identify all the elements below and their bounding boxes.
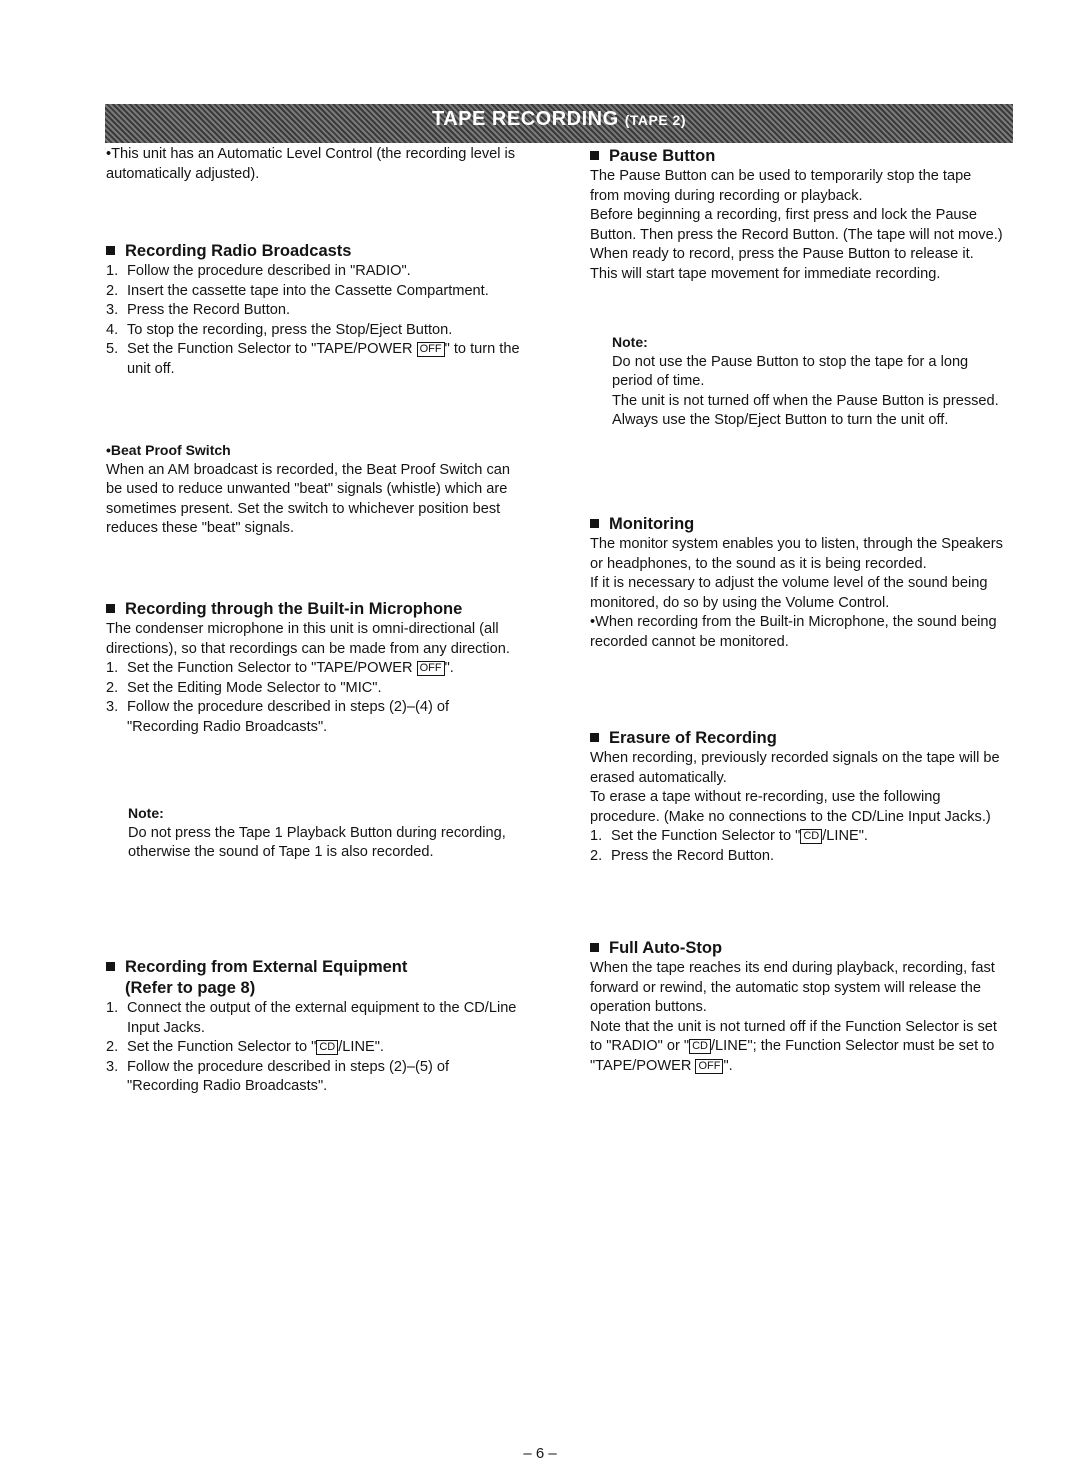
square-bullet-icon	[106, 604, 115, 613]
step-number: 1.	[590, 828, 603, 845]
square-bullet-icon	[590, 943, 599, 952]
pause-paragraph: Before beginning a recording, first press and lock the Pause Button. Then press the Record Button. (The tape will not move.)	[590, 207, 1003, 243]
off-marking: OFF	[417, 342, 445, 357]
section-erasure	[590, 728, 1004, 867]
monitoring-paragraph: The monitor system enables you to listen, through the Speakers or headphones, to the sound as it is being recorded.	[590, 536, 1003, 572]
heading-text: Recording from External Equipment	[125, 958, 408, 976]
section-auto-stop	[590, 938, 1004, 1077]
step-text: Follow the procedure described in steps (2)–(5) of "Recording Radio Broadcasts".	[127, 1058, 450, 1095]
step-text-part: /LINE".	[338, 1039, 384, 1056]
right-column	[590, 146, 1004, 1106]
step-text	[127, 340, 524, 379]
list-item	[106, 999, 524, 1038]
note-text: Do not press the Tape 1 Playback Button during recording, otherwise the sound of Tape 1 is also recorded.	[128, 824, 506, 861]
erasure-steps	[590, 827, 1004, 866]
step-text: Press the Record Button.	[611, 847, 775, 864]
heading-text: Pause Button	[609, 147, 716, 165]
heading-text: Erasure of Recording	[609, 729, 777, 747]
external-steps	[106, 999, 524, 1097]
step-text	[127, 659, 524, 679]
step-number: 3.	[106, 1058, 119, 1075]
note-label: Note:	[128, 805, 164, 821]
list-item	[590, 827, 1004, 847]
step-text	[127, 1038, 524, 1058]
step-text: Connect the output of the external equipment to the CD/Line Input Jacks.	[127, 1000, 517, 1036]
section-external	[106, 957, 524, 1097]
off-marking: OFF	[417, 661, 445, 676]
auto-stop-paragraph: When the tape reaches its end during playback, recording, fast forward or rewind, the automatic stop system will release the operation buttons.	[590, 960, 995, 1016]
step-text: Set the Editing Mode Selector to "MIC".	[127, 679, 382, 696]
step-text-part: Set the Function Selector to "TAPE/POWER	[127, 660, 417, 677]
section-radio	[106, 241, 524, 380]
list-item	[106, 262, 524, 282]
alc-intro: •This unit has an Automatic Level Control (the recording level is automatically adjusted).	[106, 146, 516, 182]
note-label: Note:	[612, 334, 648, 350]
heading-text: Recording through the Built-in Microphone	[125, 600, 463, 618]
list-item	[106, 340, 524, 379]
step-number: 1.	[106, 1000, 119, 1016]
erasure-paragraph: When recording, previously recorded signals on the tape will be erased automatically.	[590, 750, 1000, 786]
text-part: ".	[723, 1057, 733, 1074]
monitoring-bullet: •When recording from the Built-in Microphone, the sound being recorded cannot be monitored.	[590, 614, 997, 650]
step-number: 1.	[106, 660, 119, 677]
note-text: The unit is not turned off when the Pause Button is pressed. Always use the Stop/Eject Button to turn the unit off.	[612, 392, 999, 429]
note-text: Do not use the Pause Button to stop the tape for a long period of time.	[612, 353, 969, 390]
list-item	[106, 301, 524, 321]
section-heading	[590, 146, 1004, 167]
section-heading	[590, 728, 1004, 749]
square-bullet-icon	[590, 733, 599, 742]
beat-proof-heading: •Beat Proof Switch	[106, 442, 231, 458]
list-item	[106, 321, 524, 341]
heading-text: Full Auto-Stop	[609, 939, 723, 957]
step-text: Follow the procedure described in steps (2)–(4) of "Recording Radio Broadcasts".	[127, 699, 450, 735]
page-number: – 6 –	[523, 1445, 557, 1462]
section-heading	[590, 514, 1004, 535]
step-number: 2.	[106, 1039, 119, 1056]
mic-note	[128, 804, 524, 863]
auto-stop-paragraph	[590, 1018, 1004, 1077]
left-column	[106, 145, 524, 1105]
square-bullet-icon	[106, 246, 115, 255]
section-monitoring	[590, 514, 1004, 653]
radio-steps	[106, 262, 524, 380]
erasure-paragraph: To erase a tape without re-recording, use the following procedure. (Make no connections to the CD/Line Input Jacks.)	[590, 789, 991, 825]
square-bullet-icon	[106, 962, 115, 971]
mic-steps	[106, 659, 524, 737]
step-text-part: Set the Function Selector to "	[127, 1039, 317, 1056]
section-heading	[590, 938, 1004, 959]
step-number: 2.	[106, 679, 119, 696]
text-part: Note that the unit is not turned off if the Function Selector is set to "RADIO" or "	[590, 1018, 997, 1055]
cd-marking: CD	[689, 1039, 711, 1054]
step-text: Press the Record Button.	[127, 302, 291, 319]
step-number: 5.	[106, 341, 119, 358]
banner-title	[432, 110, 686, 131]
square-bullet-icon	[590, 519, 599, 528]
list-item	[106, 659, 524, 679]
cd-marking: CD	[316, 1040, 338, 1055]
list-item	[106, 1058, 524, 1097]
step-number: 4.	[106, 321, 119, 338]
list-item	[590, 847, 1004, 867]
step-text: To stop the recording, press the Stop/Eject Button.	[127, 321, 453, 338]
beat-proof-text: When an AM broadcast is recorded, the Beat Proof Switch can be used to reduce unwanted "beat" signals (whistle) which are sometimes present. Set the switch to whichever position best reduces these "beat" signals.	[106, 461, 510, 537]
step-number: 2.	[590, 847, 603, 864]
pause-paragraph: The Pause Button can be used to temporarily stop the tape from moving during recording or playback.	[590, 168, 972, 204]
step-text-part: ".	[444, 660, 454, 677]
step-number: 3.	[106, 302, 119, 319]
cd-marking: CD	[800, 829, 822, 844]
list-item	[106, 698, 524, 737]
text-part: /LINE"; the Function Selector must be set to "TAPE/POWER	[590, 1038, 995, 1074]
step-text-part: Set the Function Selector to "	[611, 828, 801, 845]
step-number: 3.	[106, 699, 119, 716]
section-heading	[106, 599, 524, 620]
heading-reference: (Refer to page 8)	[125, 979, 256, 997]
step-text: Follow the procedure described in "RADIO".	[127, 263, 411, 279]
section-banner	[105, 104, 1013, 143]
beat-proof-switch	[106, 441, 524, 539]
heading-text: Monitoring	[609, 515, 695, 533]
heading-text: Recording Radio Broadcasts	[125, 242, 352, 260]
square-bullet-icon	[590, 151, 599, 160]
step-text-part: " to turn the unit off.	[127, 341, 520, 377]
banner-title-sub: (TAPE 2)	[624, 112, 687, 128]
section-microphone	[106, 599, 524, 738]
step-number: 1.	[106, 263, 119, 279]
mic-intro: The condenser microphone in this unit is omni-directional (all directions), so that recordings can be made from any direction.	[106, 621, 510, 657]
list-item	[106, 1038, 524, 1058]
list-item	[106, 282, 524, 302]
banner-title-main: TAPE RECORDING	[431, 108, 619, 130]
pause-note	[612, 333, 1004, 431]
step-text: Insert the cassette tape into the Cassette Compartment.	[127, 282, 489, 299]
off-marking: OFF	[695, 1059, 723, 1074]
section-pause	[590, 146, 1004, 285]
list-item	[106, 679, 524, 699]
section-heading	[106, 957, 524, 978]
step-number: 2.	[106, 282, 119, 299]
section-heading	[106, 241, 524, 262]
step-text	[611, 827, 1004, 847]
step-text-part: Set the Function Selector to "TAPE/POWER	[127, 341, 417, 358]
pause-paragraph: When ready to record, press the Pause Button to release it. This will start tape movement for immediate recording.	[590, 246, 974, 282]
monitoring-paragraph: If it is necessary to adjust the volume level of the sound being monitored, do so by using the Volume Control.	[590, 575, 988, 611]
step-text-part: /LINE".	[822, 828, 868, 845]
